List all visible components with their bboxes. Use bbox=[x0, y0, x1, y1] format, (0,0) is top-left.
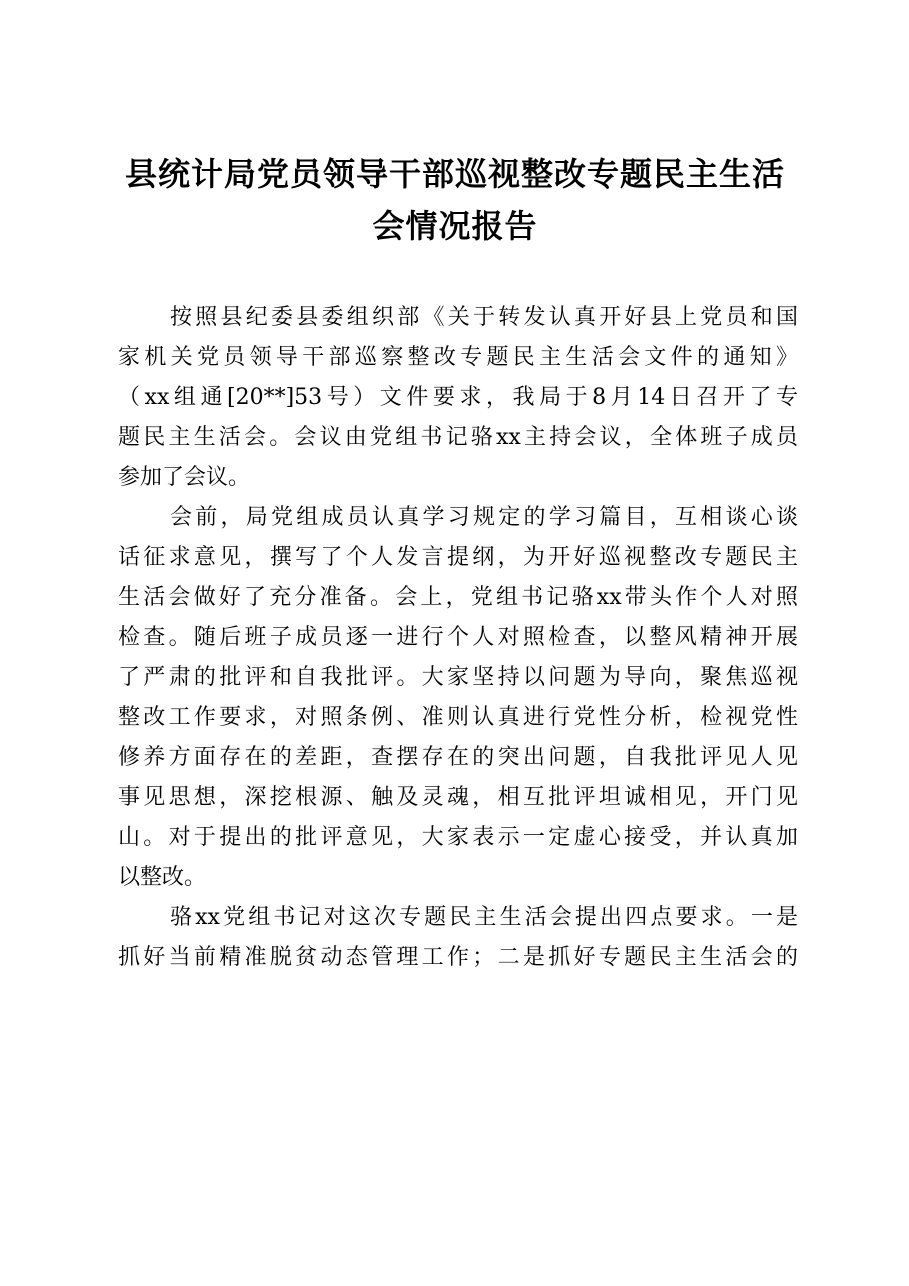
document-body bbox=[118, 298, 798, 978]
paragraph-line: 山。对于提出的批评意见，大家表示一定虚心接受，并认真加 bbox=[118, 825, 798, 850]
paragraph-2 bbox=[118, 498, 798, 898]
paragraph-line: 家机关党员领导干部巡察整改专题民主生活会文件的通知》 bbox=[118, 345, 798, 370]
paragraph-line: 修养方面存在的差距，查摆存在的突出问题，自我批评见人见 bbox=[118, 745, 798, 770]
paragraph-line: 事见思想，深挖根源、触及灵魂，相互批评坦诚相见，开门见 bbox=[118, 785, 798, 810]
paragraph-1 bbox=[118, 298, 798, 498]
paragraph-line: 骆xx党组书记对这次专题民主生活会提出四点要求。一是 bbox=[170, 905, 798, 930]
paragraph-line: 整改工作要求，对照条例、准则认真进行党性分析，检视党性 bbox=[118, 705, 798, 730]
paragraph-line: 抓好当前精准脱贫动态管理工作；二是抓好专题民主生活会的 bbox=[118, 945, 798, 970]
paragraph-line: 以整改。 bbox=[118, 865, 207, 890]
paragraph-line: 会前，局党组成员认真学习规定的学习篇目，互相谈心谈 bbox=[170, 505, 798, 530]
paragraph-line: 话征求意见，撰写了个人发言提纲，为开好巡视整改专题民主 bbox=[118, 545, 798, 570]
paragraph-3 bbox=[118, 898, 798, 978]
paragraph-line: 检查。随后班子成员逐一进行个人对照检查，以整风精神开展 bbox=[118, 625, 798, 650]
paragraph-line: （xx组通[20**]53号）文件要求，我局于8月14日召开了专 bbox=[118, 385, 798, 410]
paragraph-line: 题民主生活会。会议由党组书记骆xx主持会议，全体班子成员 bbox=[118, 425, 798, 450]
paragraph-line: 生活会做好了充分准备。会上，党组书记骆xx带头作个人对照 bbox=[118, 585, 798, 610]
paragraph-line: 参加了会议。 bbox=[118, 465, 251, 490]
title-line: 县统计局党员领导干部巡视整改专题民主生活 bbox=[124, 155, 785, 193]
paragraph-line: 按照县纪委县委组织部《关于转发认真开好县上党员和国 bbox=[170, 305, 798, 330]
title-line: 会情况报告 bbox=[372, 207, 538, 245]
document-title bbox=[110, 148, 800, 252]
paragraph-line: 了严肃的批评和自我批评。大家坚持以问题为导向，聚焦巡视 bbox=[118, 665, 798, 690]
